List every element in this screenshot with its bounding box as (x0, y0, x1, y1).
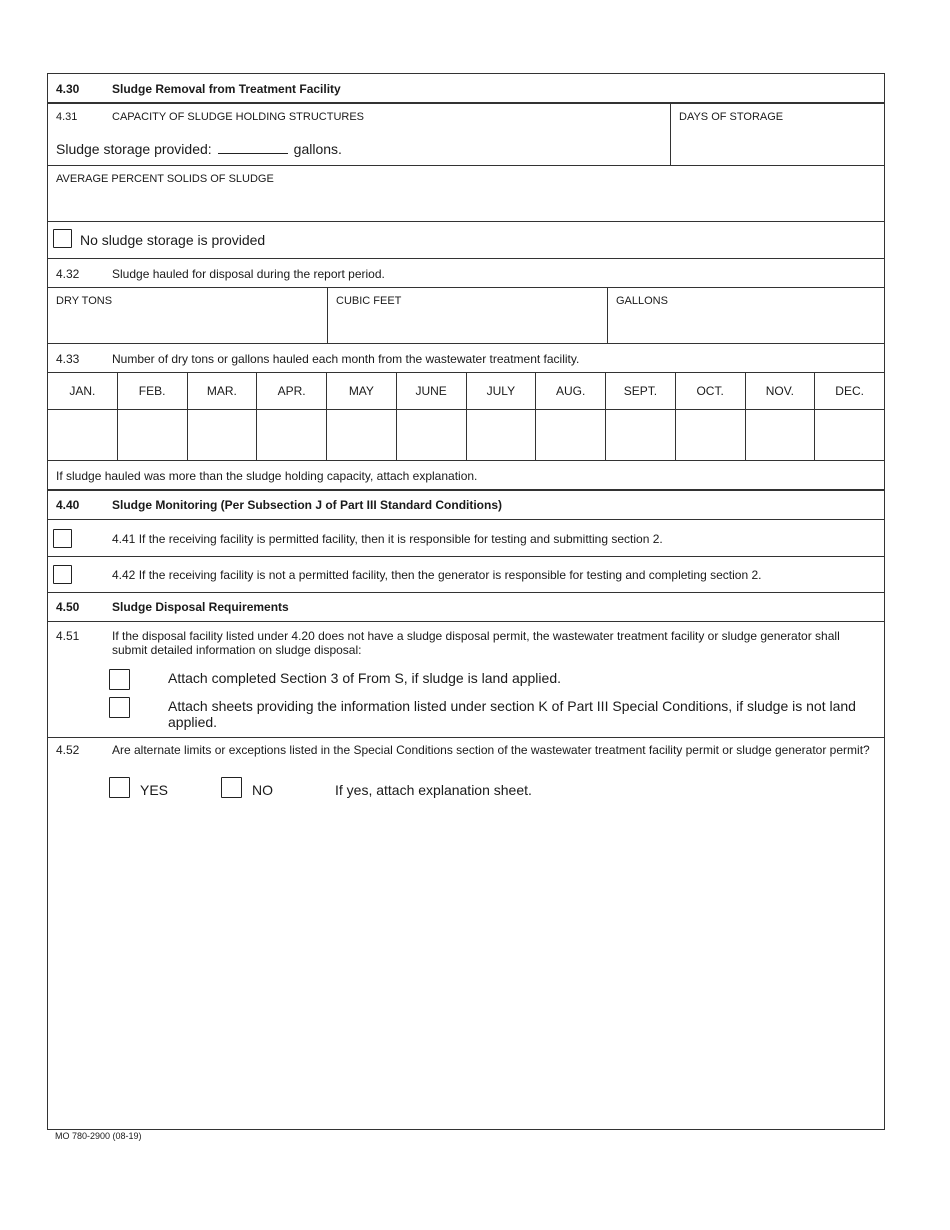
month-value-field[interactable] (188, 410, 258, 460)
land-applied-checkbox[interactable] (109, 669, 130, 690)
storage-suffix: gallons. (293, 141, 342, 157)
month-sep: SEPT. (606, 373, 676, 409)
section-title: Sludge hauled for disposal during the report period. (112, 267, 385, 281)
section-number: 4.33 (56, 352, 80, 366)
section-title: Number of dry tons or gallons hauled each month from the wastewater treatment facility. (112, 352, 580, 366)
month-dec: DEC. (835, 384, 864, 398)
capacity-note-row (48, 461, 884, 491)
month-value-field[interactable] (118, 410, 188, 460)
month-jun: JUNE (397, 373, 467, 409)
section-4-30-header (48, 74, 884, 104)
months-values-row (48, 410, 884, 461)
month-oct: OCT. (676, 373, 746, 409)
no-storage-label: No sludge storage is provided (80, 232, 266, 248)
section-title: CAPACITY OF SLUDGE HOLDING STRUCTURES (112, 111, 365, 123)
section-4-33-header (48, 344, 884, 373)
no-storage-row (48, 222, 884, 259)
section-number: 4.31 (56, 111, 78, 123)
section-text: If the disposal facility listed under 4.20 does not have a sludge disposal permit, the wastewater treatment facility or sludge generator shall submit detailed information on sludge disposal: (112, 629, 840, 657)
month-value-field[interactable] (257, 410, 327, 460)
section-4-51 (48, 622, 884, 738)
percent-solids-field[interactable] (48, 166, 884, 222)
no-label: NO (252, 782, 273, 798)
section-4-50-header (48, 593, 884, 622)
storage-prefix: Sludge storage provided: (56, 141, 212, 157)
month-jul: JULY (467, 373, 537, 409)
dry-tons-label: DRY TONS (56, 295, 113, 307)
divider (670, 104, 671, 165)
yes-checkbox[interactable] (109, 777, 130, 798)
month-value-field[interactable] (397, 410, 467, 460)
month-value-field[interactable] (606, 410, 676, 460)
storage-provided-line (56, 140, 342, 157)
days-of-storage-label: DAYS OF STORAGE (679, 111, 784, 123)
no-checkbox[interactable] (221, 777, 242, 798)
section-title: Sludge Removal from Treatment Facility (112, 82, 341, 96)
capacity-note: If sludge hauled was more than the sludge holding capacity, attach explanation. (56, 469, 478, 483)
section-4-52 (48, 738, 884, 1130)
section-number: 4.51 (56, 629, 80, 643)
yes-label: YES (140, 782, 169, 798)
month-jan: JAN. (48, 373, 118, 409)
divider (327, 288, 328, 343)
form-number: MO 780-2900 (08-19) (55, 1131, 142, 1141)
divider (607, 288, 608, 343)
section-number: 4.40 (56, 498, 80, 512)
not-land-applied-checkbox[interactable] (109, 697, 130, 718)
option-4-42-label: 4.42 If the receiving facility is not a permitted facility, then the generator is responsible for testing and completing section 2. (112, 568, 762, 582)
section-text: Are alternate limits or exceptions listed in the Special Conditions section of the wastewater treatment facility permit or sludge generator permit? (112, 743, 870, 757)
gallons-label: GALLONS (616, 295, 668, 307)
section-number: 4.50 (56, 600, 80, 614)
percent-solids-label: AVERAGE PERCENT SOLIDS OF SLUDGE (56, 173, 274, 185)
option-4-41-checkbox[interactable] (53, 529, 72, 548)
month-value-field[interactable] (327, 410, 397, 460)
land-applied-label: Attach completed Section 3 of From S, if sludge is land applied. (168, 670, 561, 686)
month-value-field[interactable] (48, 410, 118, 460)
section-number: 4.52 (56, 743, 80, 757)
cubic-feet-label: CUBIC FEET (336, 295, 402, 307)
month-feb: FEB. (118, 373, 188, 409)
form-frame (47, 73, 885, 1130)
explanation-note: If yes, attach explanation sheet. (335, 782, 532, 798)
month-may: MAY (327, 373, 397, 409)
month-value-field[interactable] (746, 410, 816, 460)
months-header-row (48, 373, 884, 410)
option-4-42-row (48, 557, 884, 593)
no-storage-checkbox[interactable] (53, 229, 72, 248)
month-value-field[interactable] (467, 410, 537, 460)
option-4-41-row (48, 520, 884, 557)
month-value-field[interactable] (536, 410, 606, 460)
section-number: 4.30 (56, 82, 80, 96)
section-number: 4.32 (56, 267, 80, 281)
not-land-applied-label: Attach sheets providing the information listed under section K of Part III Special Conditions, if sludge is not land applied. (168, 698, 856, 730)
section-title: Sludge Disposal Requirements (112, 600, 289, 614)
section-title: Sludge Monitoring (Per Subsection J of Part III Standard Conditions) (112, 498, 503, 512)
storage-gallons-field[interactable] (218, 140, 288, 154)
section-4-31-capacity (48, 104, 884, 166)
section-4-32-header (48, 259, 884, 288)
month-value-field[interactable] (676, 410, 746, 460)
month-apr: APR. (257, 373, 327, 409)
month-nov: NOV. (746, 373, 816, 409)
option-4-42-checkbox[interactable] (53, 565, 72, 584)
option-4-41-label: 4.41 If the receiving facility is permitted facility, then it is responsible for testing and submitting section 2. (112, 532, 663, 546)
hauled-totals-row (48, 288, 884, 344)
month-value-field[interactable] (815, 410, 884, 460)
month-mar: MAR. (188, 373, 258, 409)
section-4-40-header (48, 491, 884, 520)
month-aug: AUG. (536, 373, 606, 409)
